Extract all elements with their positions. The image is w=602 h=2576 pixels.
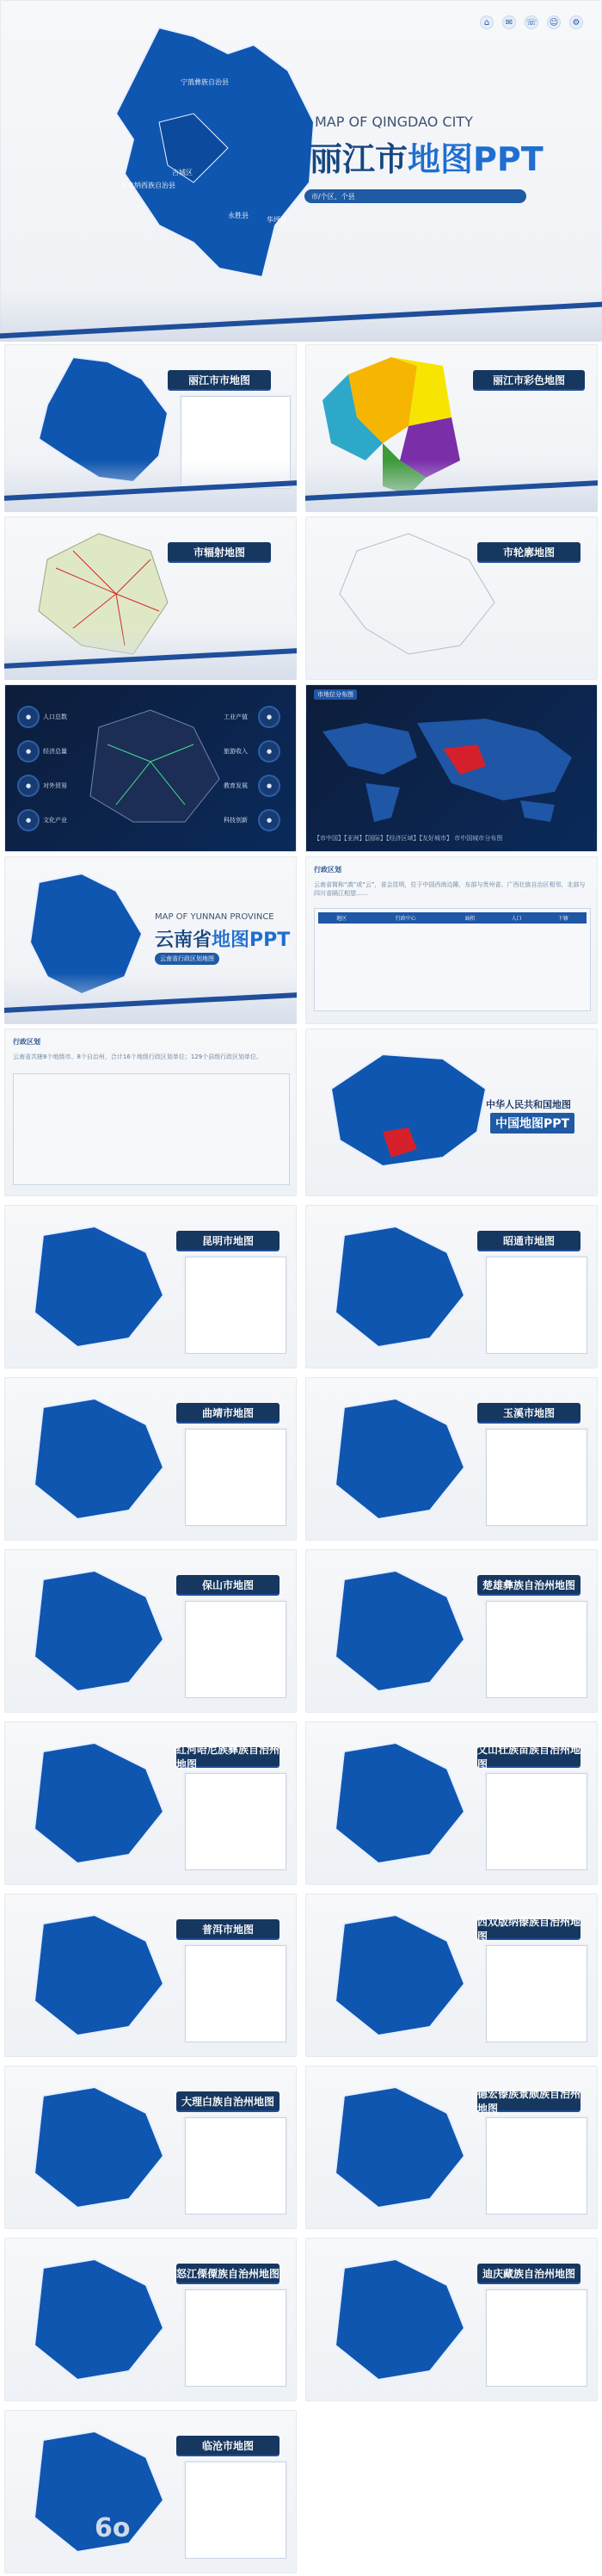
map-label-4: 永胜县 [228, 212, 249, 219]
city-title-12: 德宏傣族景颇族自治州地图 [477, 2088, 581, 2115]
dark-label-r4: 科技创新 [224, 817, 248, 824]
hero-title-ppt: 地图PPT [408, 140, 544, 178]
hero-slide [0, 0, 602, 342]
city-slide-10 [305, 1893, 598, 2057]
city-map-7 [17, 1734, 181, 1872]
s10-title: 中华人民共和国地图 [486, 1099, 571, 1110]
city-content-3 [185, 1429, 286, 1526]
city-map-5 [17, 1562, 181, 1700]
city-content-10 [486, 1945, 587, 2042]
city-map-10 [318, 1906, 482, 2044]
s10-ppt: 中国地图PPT [490, 1113, 574, 1134]
s7-title-ppt: 地图PPT [212, 930, 291, 951]
dark-label-r2: 旅游收入 [224, 748, 248, 755]
s7-title-main: 云南省 [155, 930, 212, 951]
s7-swoosh [4, 973, 297, 1024]
city-content-1 [185, 1257, 286, 1354]
city-slide-1 [4, 1205, 297, 1368]
slide-s4 [305, 516, 598, 680]
watermark: 6o [95, 2513, 131, 2543]
city-map-8 [318, 1734, 482, 1872]
city-title-7: 红河哈尼族彝族自治州地图 [176, 1744, 280, 1770]
s7-mapof: MAP OF YUNNAN PROVINCE [155, 912, 274, 922]
dark-bubble-l1: ● [17, 706, 40, 728]
dark-label-l3: 对外贸易 [43, 782, 67, 789]
slide-s10 [305, 1029, 598, 1196]
city-content-6 [486, 1601, 587, 1698]
city-map-1 [17, 1218, 181, 1356]
city-slide-7 [4, 1721, 297, 1885]
mail-icon[interactable]: ✉ [502, 15, 516, 29]
phone-icon[interactable]: ☏ [525, 15, 538, 29]
dark-label-l2: 经济总量 [43, 748, 67, 755]
city-title-10: 西双版纳傣族自治州地图 [477, 1916, 581, 1943]
city-content-5 [185, 1601, 286, 1698]
s9-table-title: 行政区划 [13, 1038, 40, 1046]
dark-bubble-r1: ● [258, 706, 280, 728]
city-map-2 [318, 1218, 482, 1356]
city-title-13: 怒江傈僳族自治州地图 [176, 2264, 280, 2283]
slide-s8 [305, 856, 598, 1024]
dark-label-l4: 文化产业 [43, 817, 67, 824]
th-2: 行政中心 [365, 912, 446, 924]
toolbar-icons [480, 15, 583, 29]
world-caption: 【市中国】【亚洲】【国际】【经济区域】【友好城市】 市中国城市分布图 [314, 835, 503, 842]
city-title-14: 迪庆藏族自治州地图 [477, 2264, 580, 2283]
city-title-5: 保山市地图 [176, 1575, 280, 1594]
s2-title: 丽江市彩色地图 [473, 370, 585, 389]
s8-table-title: 行政区划 [314, 866, 341, 874]
city-map-4 [318, 1390, 482, 1528]
slide-s1 [4, 344, 297, 512]
hero-mapof: MAP OF QINGDAO CITY [315, 114, 473, 130]
city-title-9: 普洱市地图 [176, 1919, 280, 1938]
dark-network-map [64, 701, 236, 839]
dark-label-r1: 工业产值 [224, 713, 248, 720]
dark-bubble-r3: ● [258, 775, 280, 797]
city-slide-2 [305, 1205, 598, 1368]
map-label-3: 玉龙纳西族自治县 [120, 182, 175, 189]
s7-bar: 云南省行政区划地图 [155, 953, 219, 965]
city-map-3 [17, 1390, 181, 1528]
city-title-2: 昭通市地图 [477, 1231, 580, 1250]
dark-bubble-l2: ● [17, 740, 40, 763]
city-slide-4 [305, 1377, 598, 1541]
city-content-9 [185, 1945, 286, 2042]
user-icon[interactable]: ☺ [547, 15, 561, 29]
s9-intro: 云南省共辖8个地级市、8个自治州，合计16个地级行政区划单位；129个县级行政区划单位。 [13, 1053, 263, 1060]
s8-table [314, 908, 591, 1011]
dark-bubble-r4: ● [258, 809, 280, 831]
city-content-2 [486, 1257, 587, 1354]
city-title-6: 楚雄彝族自治州地图 [477, 1575, 580, 1594]
city-content-4 [486, 1429, 587, 1526]
dark-bubble-l4: ● [17, 809, 40, 831]
slide-s2 [305, 344, 598, 512]
slide-s7 [4, 856, 297, 1024]
city-map-13 [17, 2251, 181, 2388]
china-map [314, 1037, 494, 1183]
city-content-15 [185, 2462, 286, 2559]
s9-table [13, 1073, 290, 1185]
home-icon[interactable]: ⌂ [480, 15, 494, 29]
city-slide-3 [4, 1377, 297, 1541]
city-content-7 [185, 1773, 286, 1870]
city-content-8 [486, 1773, 587, 1870]
gear-icon[interactable]: ⚙ [569, 15, 583, 29]
city-slide-12 [305, 2066, 598, 2229]
th-4: 人口 [493, 912, 539, 924]
dark-label-r3: 教育发展 [224, 782, 248, 789]
city-content-14 [486, 2289, 587, 2387]
th-3: 面积 [446, 912, 493, 924]
city-content-11 [185, 2117, 286, 2215]
slide-s3 [4, 516, 297, 680]
city-title-3: 曲靖市地图 [176, 1403, 280, 1422]
s2-swoosh [305, 460, 598, 512]
s1-title: 丽江市市地图 [168, 370, 271, 389]
city-content-12 [486, 2117, 587, 2215]
dark-bubble-l3: ● [17, 775, 40, 797]
s7-title [155, 925, 290, 952]
city-slide-6 [305, 1549, 598, 1713]
map-label-5: 华坪县 [267, 216, 287, 224]
hero-swoosh [0, 290, 602, 342]
city-map-14 [318, 2251, 482, 2388]
dark-label-l1: 人口总数 [43, 713, 67, 720]
world-small-title: 市地位分布图 [314, 689, 357, 700]
city-slide-8 [305, 1721, 598, 1885]
city-title-4: 玉溪市地图 [477, 1403, 580, 1422]
map-label-1: 宁蒗彝族自治县 [181, 78, 229, 86]
s3-title: 市辐射地图 [168, 542, 271, 561]
s8-intro: 云南省简称“滇”或“云”，省会昆明，位于中国西南边陲，东部与贵州省、广西壮族自治区相邻，北部与四川省隔江相望…… [314, 881, 586, 897]
city-slide-14 [305, 2238, 598, 2401]
map-label-2: 古城区 [172, 169, 193, 176]
city-map-11 [17, 2079, 181, 2216]
city-title-8: 文山壮族苗族自治州地图 [477, 1744, 581, 1770]
s4-title: 市轮廓地图 [477, 542, 580, 561]
city-slide-9 [4, 1893, 297, 2057]
world-map [314, 706, 589, 826]
hero-subtitle-bar: 市/个区、个县 [304, 189, 526, 203]
city-content-13 [185, 2289, 286, 2387]
city-slide-15 [4, 2410, 297, 2573]
city-map-12 [318, 2079, 482, 2216]
slide-s6-world [305, 684, 598, 852]
city-title-1: 昆明市地图 [176, 1231, 280, 1250]
city-slide-11 [4, 2066, 297, 2229]
slide-s5-dark [4, 684, 297, 852]
slide-s9 [4, 1029, 297, 1196]
dark-bubble-r2: ● [258, 740, 280, 763]
th-5: 下辖 [540, 912, 587, 924]
city-title-15: 临沧市地图 [176, 2436, 280, 2455]
city-slide-13 [4, 2238, 297, 2401]
th-1: 地区 [318, 912, 365, 924]
city-title-11: 大理白族自治州地图 [176, 2091, 280, 2110]
s3-swoosh [4, 628, 297, 680]
s1-swoosh [4, 460, 297, 512]
hero-title [310, 133, 544, 180]
city-map-9 [17, 1906, 181, 2044]
city-map-6 [318, 1562, 482, 1700]
city-slide-5 [4, 1549, 297, 1713]
hero-title-main: 丽江市 [310, 140, 408, 178]
